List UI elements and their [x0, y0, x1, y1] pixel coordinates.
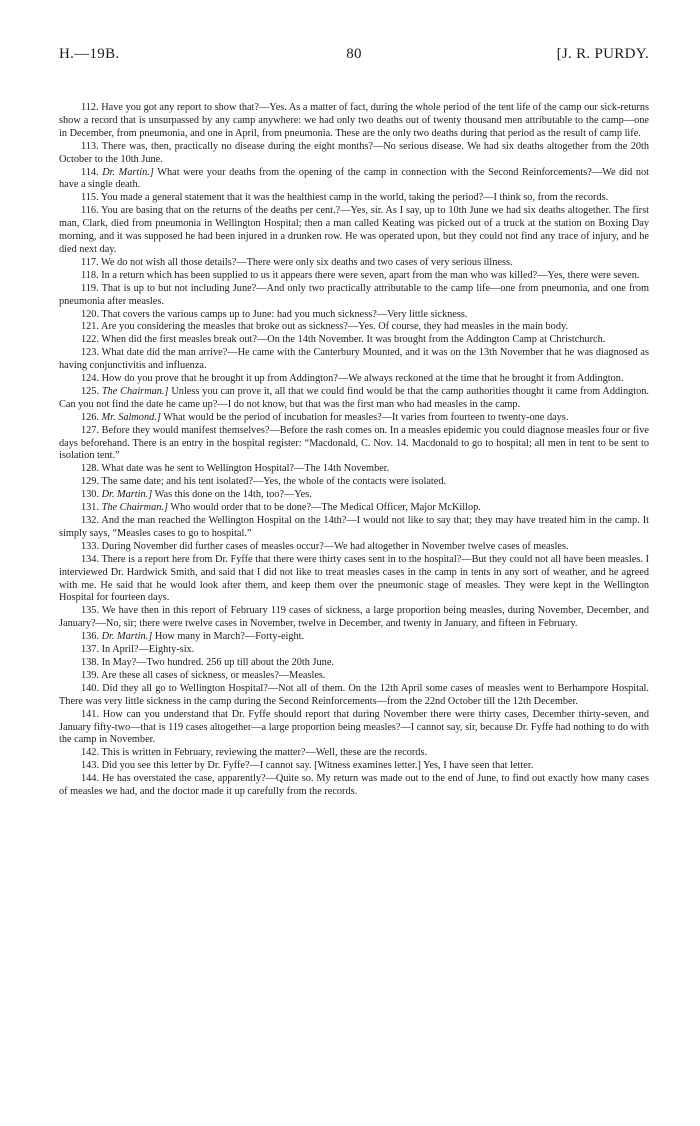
question-number: 138. [81, 656, 100, 668]
question-answer-text: In a return which has been supplied to us it appears there were seven, apart from the man who was killed?—Yes, there were seven. [101, 269, 640, 281]
question-number: 134. [81, 553, 100, 565]
testimony-paragraph [59, 373, 649, 386]
question-answer-text: And the man reached the Wellington Hospital on the 14th?—I would not like to say that; they may have treated him in the camp. It simply says, “Measles cases to go to hospital.” [59, 515, 649, 539]
question-number: 142. [81, 747, 100, 759]
speaker-label: The Chairman.] [101, 385, 169, 397]
question-answer-text: Was this done on the 14th, too?—Yes. [154, 489, 312, 501]
question-answer-text: There was, then, practically no disease during the eight months?—No serious disease. We had six deaths altogether from the 20th October to the 10th June. [59, 140, 649, 165]
question-number: 117. [81, 256, 99, 268]
testimony-paragraph [59, 425, 649, 464]
question-answer-text: You are basing that on the returns of the deaths per cent.?—Yes, sir. As I say, up to 10th June we had six deaths altogether. The first man, Clark, died from pneumonia in Wellington Hospital; then a man called Keating was picked out of a truck at the station on Boxing Day morning, and it was supposed he had been injured in a drunken row. He was operated upon, but they could not find any trace of injury, and he died next day. [59, 205, 649, 255]
question-answer-text: This is written in February, reviewing the matter?—Well, these are the records. [101, 747, 428, 759]
question-number: 114. [81, 166, 99, 178]
testimony-paragraph [59, 347, 649, 373]
running-header [59, 46, 649, 70]
testimony-paragraph [59, 309, 649, 322]
question-answer-text: In April?—Eighty-six. [101, 644, 195, 656]
testimony-paragraph [59, 102, 649, 141]
question-answer-text: When did the first measles break out?—On the 14th November. It was brought from the Addington Camp at Christchurch. [101, 334, 606, 346]
testimony-paragraph [59, 605, 649, 631]
question-number: 131. [81, 502, 100, 514]
testimony-paragraph [59, 683, 649, 709]
question-number: 116. [81, 205, 99, 217]
question-number: 122. [81, 334, 100, 346]
question-number: 144. [81, 773, 100, 785]
testimony-paragraph [59, 554, 649, 606]
question-answer-text: The same date; and his tent isolated?—Yes, the whole of the contacts were isolated. [101, 476, 447, 488]
question-number: 140. [81, 682, 100, 694]
question-number: 129. [81, 476, 100, 488]
question-number: 141. [81, 708, 100, 720]
testimony-paragraph [59, 283, 649, 309]
question-number: 118. [81, 269, 99, 281]
question-number: 128. [81, 463, 100, 475]
question-number: 126. [81, 411, 100, 423]
question-number: 115. [81, 192, 99, 204]
speaker-label: Dr. Martin.] [102, 166, 154, 178]
question-number: 121. [81, 321, 100, 333]
speaker-label: Mr. Salmond.] [101, 411, 161, 423]
testimony-paragraph [59, 489, 649, 502]
question-answer-text: What date was he sent to Wellington Hospital?—The 14th November. [101, 463, 390, 475]
testimony-paragraph [59, 257, 649, 270]
testimony-body [59, 102, 649, 799]
testimony-paragraph [59, 270, 649, 283]
question-answer-text: That covers the various camps up to June: had you much sickness?—Very little sickness. [101, 308, 468, 320]
testimony-paragraph [59, 657, 649, 670]
testimony-paragraph [59, 502, 649, 515]
report-reference: H.—19B. [59, 46, 120, 62]
testimony-paragraph [59, 412, 649, 425]
witness-name: [J. R. PURDY. [556, 46, 649, 62]
question-answer-text: We do not wish all those details?—There were only six deaths and two cases of very serious illness. [101, 256, 513, 268]
question-answer-text: How do you prove that he brought it up from Addington?—We always reckoned at the time that he brought it from Addington. [101, 373, 624, 385]
question-answer-text: Before they would manifest themselves?—Before the rash comes on. In a measles epidemic you could diagnose measles four or five days beforehand. There is an entry in the hospital register: “Macdonald, C. Nov. 14. Macdonald to go to hospital; all men in tent to be sent to isolation tent.” [59, 424, 649, 462]
speaker-label: Dr. Martin.] [101, 489, 153, 501]
testimony-paragraph [59, 760, 649, 773]
testimony-paragraph [59, 386, 649, 412]
testimony-paragraph [59, 541, 649, 554]
question-number: 124. [81, 373, 100, 385]
testimony-paragraph [59, 463, 649, 476]
testimony-paragraph [59, 476, 649, 489]
question-answer-text: Are you considering the measles that broke out as sickness?—Yes. Of course, they had measles in the main body. [101, 321, 569, 333]
question-answer-text: During November did further cases of measles occur?—We had altogether in November twelve cases of measles. [101, 540, 569, 552]
question-answer-text: He has overstated the case, apparently?—Quite so. My return was made out to the end of June, to find out exactly how many cases of measles we had, and the doctor made it up carefully from the records. [59, 773, 649, 798]
question-number: 135. [81, 605, 100, 617]
question-number: 132. [81, 515, 100, 526]
question-answer-text: We have then in this report of February 119 cases of sickness, a large proportion being measles, during November, December, and January?—No, sir; there were twelve cases in November, twelve in December, and twenty in January, and fifteen in February. [59, 605, 649, 630]
question-answer-text: There is a report here from Dr. Fyffe that there were thirty cases sent in to the hospital?—But they could not all have been measles. I interviewed Dr. Hardwick Smith, and said that I did not like to treat measles cases in the camp in tents in any sort of weather, and he agreed with me. He said that he would look after them, and keep them over the pneumonic stage of measles. They were kept in the Wellington Hospital for fourteen days. [59, 553, 650, 604]
question-answer-text: Did they all go to Wellington Hospital?—Not all of them. On the 12th April some cases of measles went to Berhampore Hospital. There was very little sickness in the camp during the Second Reinforcements—from the 22nd October till the 12th December. [59, 682, 649, 707]
testimony-paragraph [59, 709, 649, 748]
question-answer-text: In May?—Two hundred. 256 up till about the 20th June. [101, 656, 334, 668]
question-answer-text: You made a general statement that it was the healthiest camp in the world, taking the period?—I think so, from the records. [100, 192, 609, 204]
question-number: 112. [81, 102, 99, 113]
testimony-paragraph [59, 205, 649, 257]
testimony-paragraph [59, 167, 649, 193]
speaker-label: Dr. Martin.] [101, 631, 153, 643]
question-number: 137. [81, 644, 100, 656]
question-number: 130. [81, 489, 100, 501]
testimony-paragraph [59, 192, 649, 205]
page-number: 80 [346, 46, 362, 62]
testimony-paragraph [59, 631, 649, 644]
question-number: 127. [81, 424, 100, 436]
question-number: 113. [81, 140, 99, 152]
question-number: 125. [81, 385, 100, 397]
testimony-paragraph [59, 773, 649, 799]
question-answer-text: Who would order that to be done?—The Medical Officer, Major McKillop. [170, 502, 481, 514]
question-answer-text: How can you understand that Dr. Fyffe should report that during November there were thirty cases, December thirty-seven, and January fifty-two—that is 119 cases altogether—a large proportion being measles?—I cannot say, sir, because Dr. Fyffe had nothing to do with the camp in November. [59, 708, 649, 746]
question-answer-text: Are these all cases of sickness, or measles?—Measles. [101, 669, 326, 681]
question-answer-text: That is up to but not including June?—And only two practically attributable to the camp life—one from pneumonia, and one from pneumonia after measles. [59, 282, 649, 307]
question-answer-text: How many in March?—Forty-eight. [154, 631, 305, 643]
testimony-paragraph [59, 644, 649, 657]
testimony-paragraph [59, 334, 649, 347]
question-answer-text: Did you see this letter by Dr. Fyffe?—I cannot say. [Witness examines letter.] Yes, I have seen that letter. [101, 760, 534, 772]
question-number: 123. [81, 347, 100, 359]
question-answer-text: What would be the period of incubation for measles?—It varies from fourteen to twenty-one days. [163, 411, 569, 423]
testimony-paragraph [59, 670, 649, 683]
question-answer-text: Unless you can prove it, all that we could find would be that the camp authorities thought it came from Addington. Can you not find the date he came up?—I do not know, but that was the first man who had measles in the camp. [59, 385, 649, 410]
testimony-paragraph [59, 747, 649, 760]
question-number: 136. [81, 631, 100, 643]
question-number: 133. [81, 540, 100, 552]
question-answer-text: What were your deaths from the opening of the camp in connection with the Second Reinforcements?—We did not have a single death. [59, 166, 650, 191]
question-number: 143. [81, 760, 100, 772]
question-number: 139. [81, 669, 100, 681]
question-answer-text: What date did the man arrive?—He came with the Canterbury Mounted, and it was on the 13th November that he was diagnosed as having conjunctivitis and influenza. [59, 347, 649, 372]
testimony-paragraph [59, 141, 649, 167]
question-number: 120. [81, 308, 100, 320]
testimony-paragraph [59, 321, 649, 334]
testimony-paragraph [59, 515, 649, 541]
question-answer-text: Have you got any report to show that?—Yes. As a matter of fact, during the whole period of the tent life of the camp our sick-returns show a record that is unsurpassed by any camp anywhere: we had only two deaths out of twenty thousand men attributable to the camp—one in December, from pneumonia, and one in April, from pneumonia. These are the only two deaths during that period as the result of camp life. [59, 102, 649, 139]
question-number: 119. [81, 282, 99, 294]
speaker-label: The Chairman.] [101, 502, 168, 514]
